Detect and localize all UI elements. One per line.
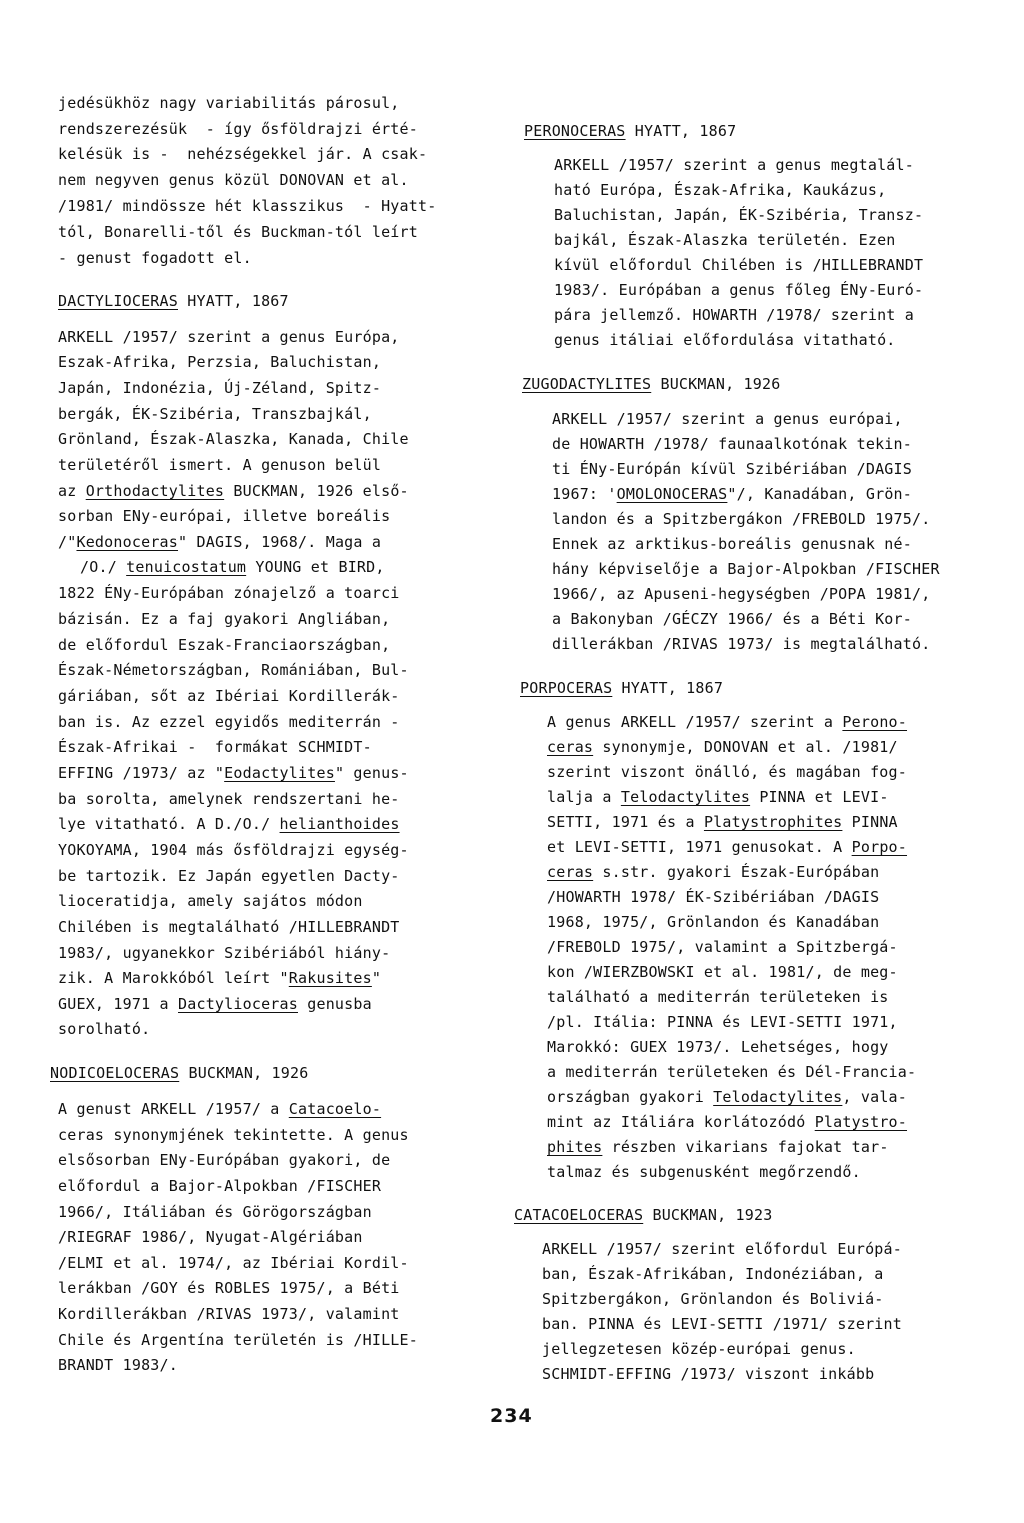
text-line: 1967: 'OMOLONOCERAS"/, Kanadában, Grön-: [552, 485, 913, 503]
text-line: Ennek az arktikus-boreális genusnak né-: [552, 535, 912, 553]
text-line: et LEVI-SETTI, 1971 genusokat. A Porpo-: [547, 838, 908, 856]
text-line: phites részben vikarians fajokat tar-: [547, 1138, 889, 1156]
text-line: lerákban /GOY és ROBLES 1975/, a Béti: [58, 1279, 400, 1297]
text-line: Észak-Afrikai - formákat SCHMIDT-: [58, 738, 372, 756]
text-line: talmaz és subgenusként megőrzendő.: [547, 1163, 861, 1181]
page-number: 234: [490, 1405, 533, 1427]
text-line: DACTYLIOCERAS HYATT, 1867: [58, 292, 289, 310]
text-line: PERONOCERAS HYATT, 1867: [524, 122, 737, 140]
text-line: NODICOELOCERAS BUCKMAN, 1926: [50, 1064, 309, 1082]
taxon-name: Telodactylites: [620, 788, 751, 806]
taxon-name: Dactylioceras: [178, 995, 298, 1013]
text-line: országban gyakori Telodactylites, vala-: [547, 1088, 908, 1106]
text-line: Eszak-Afrika, Perzsia, Baluchistan,: [58, 353, 382, 371]
text-line: ARKELL /1957/ szerint a genus megtalál-: [554, 156, 914, 174]
text-line: 1983/, ugyanekkor Szibériából hiány-: [58, 944, 391, 962]
text-line: területéről ismert. A genuson belül: [58, 456, 382, 474]
text-line: /pl. Itália: PINNA és LEVI-SETTI 1971,: [547, 1013, 898, 1031]
text-line: ti ÉNy-Európán kívül Szibériában /DAGIS: [552, 460, 912, 478]
text-line: 1966/, Itáliában és Görögországban: [58, 1203, 372, 1221]
taxon-name: NODICOELOCERAS: [50, 1064, 180, 1082]
text-line: lalja a Telodactylites PINNA et LEVI-: [547, 788, 889, 806]
text-line: ban. PINNA és LEVI-SETTI /1971/ szerint: [542, 1315, 902, 1333]
text-line: a Bakonyban /GÉCZY 1966/ és a Béti Kor-: [552, 610, 912, 628]
text-line: bajkál, Észak-Alaszka területén. Ezen: [554, 231, 896, 249]
text-line: ba sorolta, amelynek rendszertani he-: [58, 790, 400, 808]
text-line: található a mediterrán területeken is: [547, 988, 889, 1006]
text-line: YOKOYAMA, 1904 más ősföldrajzi egység-: [58, 841, 409, 859]
taxon-name: ceras: [547, 738, 594, 756]
text-line: pára jellemző. HOWARTH /1978/ szerint a: [554, 306, 914, 324]
text-line: előfordul a Bajor-Alpokban /FISCHER: [58, 1177, 382, 1195]
text-line: de HOWARTH /1978/ faunaalkotónak tekin-: [552, 435, 912, 453]
text-line: nem negyven genus közül DONOVAN et al.: [58, 171, 409, 189]
taxon-name: DACTYLIOCERAS: [58, 292, 178, 310]
text-line: ZUGODACTYLITES BUCKMAN, 1926: [522, 375, 781, 393]
text-line: elsősorban ENy-Európában gyakori, de: [58, 1151, 391, 1169]
text-line: de előfordul Eszak-Franciaországban,: [58, 636, 391, 654]
text-line: lye vitatható. A D./O./ helianthoides: [58, 815, 400, 833]
text-line: bázisán. Ez a faj gyakori Angliában,: [58, 610, 391, 628]
taxon-name: ZUGODACTYLITES: [522, 375, 652, 393]
text-line: Japán, Indonézia, Új-Zéland, Spitz-: [58, 379, 382, 397]
text-line: Marokkó: GUEX 1973/. Lehetséges, hogy: [547, 1038, 889, 1056]
text-line: A genust ARKELL /1957/ a Catacoelo-: [58, 1100, 382, 1118]
text-line: SCHMIDT-EFFING /1973/ viszont inkább: [542, 1365, 875, 1383]
text-line: ceras s.str. gyakori Észak-Európában: [547, 863, 880, 881]
text-line: sorolható.: [58, 1020, 151, 1038]
text-line: be tartozik. Ez Japán egyetlen Dacty-: [58, 867, 400, 885]
taxon-name: Platystro-: [814, 1113, 908, 1131]
text-line: 1983/. Európában a genus főleg ÉNy-Euró-: [554, 281, 924, 299]
text-line: Grönland, Észak-Alaszka, Kanada, Chile: [58, 430, 409, 448]
taxon-name: Catacoelo-: [288, 1100, 382, 1118]
text-line: Chile és Argentína területén is /HILLE-: [58, 1331, 418, 1349]
taxon-name: helianthoides: [279, 815, 400, 833]
taxon-name: Rakusites: [288, 969, 372, 987]
text-line: Chilében is megtalálható /HILLEBRANDT: [58, 918, 400, 936]
taxon-name: Eodactylites: [224, 764, 335, 782]
text-line: GUEX, 1971 a Dactylioceras genusba: [58, 995, 372, 1013]
taxon-name: OMOLONOCERAS: [616, 485, 728, 503]
text-line: /HOWARTH 1978/ ÉK-Szibériában /DAGIS: [547, 888, 880, 906]
taxon-name: PORPOCERAS: [520, 679, 613, 697]
text-line: jellegzetesen közép-európai genus.: [542, 1340, 856, 1358]
text-line: ARKELL /1957/ szerint előfordul Európá-: [542, 1240, 902, 1258]
taxon-name: tenuicostatum: [126, 558, 247, 576]
text-line: Kordillerákban /RIVAS 1973/, valamint: [58, 1305, 400, 1323]
text-line: /"Kedonoceras" DAGIS, 1968/. Maga a: [58, 533, 382, 551]
text-line: CATACOELOCERAS BUCKMAN, 1923: [514, 1206, 773, 1224]
text-line: gáriában, sőt az Ibériai Kordillerák-: [58, 687, 400, 705]
taxon-name: Platystrophites: [703, 813, 843, 831]
taxon-name: ceras: [547, 863, 594, 881]
text-line: a mediterrán területeken és Dél-Francia-: [547, 1063, 917, 1081]
text-line: bergák, ÉK-Szibéria, Transzbajkál,: [58, 405, 372, 423]
text-line: Spitzbergákon, Grönlandon és Boliviá-: [542, 1290, 884, 1308]
text-line: EFFING /1973/ az "Eodactylites" genus-: [58, 764, 409, 782]
text-line: kon /WIERZBOWSKI et al. 1981/, de meg-: [547, 963, 898, 981]
text-line: Baluchistan, Japán, ÉK-Szibéria, Transz-: [554, 206, 924, 224]
text-line: PORPOCERAS HYATT, 1867: [520, 679, 724, 697]
text-line: lioceratidja, amely sajátos módon: [58, 892, 363, 910]
text-line: 1968, 1975/, Grönlandon és Kanadában: [547, 913, 880, 931]
text-line: ban, Észak-Afrikában, Indonéziában, a: [542, 1265, 884, 1283]
text-line: Észak-Németországban, Romániában, Bul-: [58, 661, 409, 679]
text-line: kívül előfordul Chilében is /HILLEBRANDT: [554, 256, 924, 274]
text-line: ceras synonymjének tekintette. A genus: [58, 1126, 409, 1144]
text-line: - genust fogadott el.: [58, 249, 252, 267]
text-line: az Orthodactylites BUCKMAN, 1926 első-: [58, 482, 409, 500]
taxon-name: CATACOELOCERAS: [514, 1206, 644, 1224]
taxon-name: PERONOCERAS: [524, 122, 626, 140]
text-line: mint az Itáliára korlátozódó Platystro-: [547, 1113, 908, 1131]
taxon-name: Perono-: [842, 713, 908, 731]
text-line: zik. A Marokkóból leírt "Rakusites": [58, 969, 382, 987]
taxon-name: Orthodactylites: [85, 482, 225, 500]
taxon-name: Kedonoceras: [76, 533, 179, 551]
text-line: sorban ENy-európai, illetve boreális: [58, 507, 391, 525]
text-line: 1822 ÉNy-Európában zónajelző a toarci: [58, 584, 400, 602]
text-line: tól, Bonarelli-től és Buckman-tól leírt: [58, 223, 418, 241]
text-line: BRANDT 1983/.: [58, 1356, 178, 1374]
text-line: landon és a Spitzbergákon /FREBOLD 1975/.: [552, 510, 931, 528]
text-line: /ELMI et al. 1974/, az Ibériai Kordil-: [58, 1254, 409, 1272]
text-line: genus itáliai előfordulása vitatható.: [554, 331, 896, 349]
text-line: ceras synonymje, DONOVAN et al. /1981/: [547, 738, 898, 756]
text-line: /FREBOLD 1975/, valamint a Spitzbergá-: [547, 938, 898, 956]
text-line: ARKELL /1957/ szerint a genus európai,: [552, 410, 903, 428]
text-line: rendszerezésük - így ősföldrajzi érté-: [58, 120, 418, 138]
taxon-name: Porpo-: [851, 838, 908, 856]
text-line: kelésük is - nehézségekkel jár. A csak-: [58, 145, 428, 163]
text-line: jedésükhöz nagy variabilitás párosul,: [58, 94, 400, 112]
taxon-name: Telodactylites: [713, 1088, 843, 1106]
text-line: /O./ tenuicostatum YOUNG et BIRD,: [80, 558, 385, 576]
text-line: /RIEGRAF 1986/, Nyugat-Algériában: [58, 1228, 363, 1246]
text-line: ARKELL /1957/ szerint a genus Európa,: [58, 328, 400, 346]
text-line: szerint viszont önálló, és magában fog-: [547, 763, 907, 781]
text-line: /1981/ mindössze hét klasszikus - Hyatt-: [58, 197, 437, 215]
text-line: hány képviselője a Bajor-Alpokban /FISCHER: [552, 560, 940, 578]
text-line: A genus ARKELL /1957/ szerint a Perono-: [547, 713, 908, 731]
text-line: ban is. Az ezzel egyidős mediterrán -: [58, 713, 400, 731]
text-line: 1966/, az Apuseni-hegységben /POPA 1981/,: [552, 585, 931, 603]
text-line: SETTI, 1971 és a Platystrophites PINNA: [547, 813, 898, 831]
text-line: ható Európa, Észak-Afrika, Kaukázus,: [554, 181, 887, 199]
text-line: dillerákban /RIVAS 1973/ is megtalálható.: [552, 635, 931, 653]
taxon-name: phites: [547, 1138, 603, 1156]
